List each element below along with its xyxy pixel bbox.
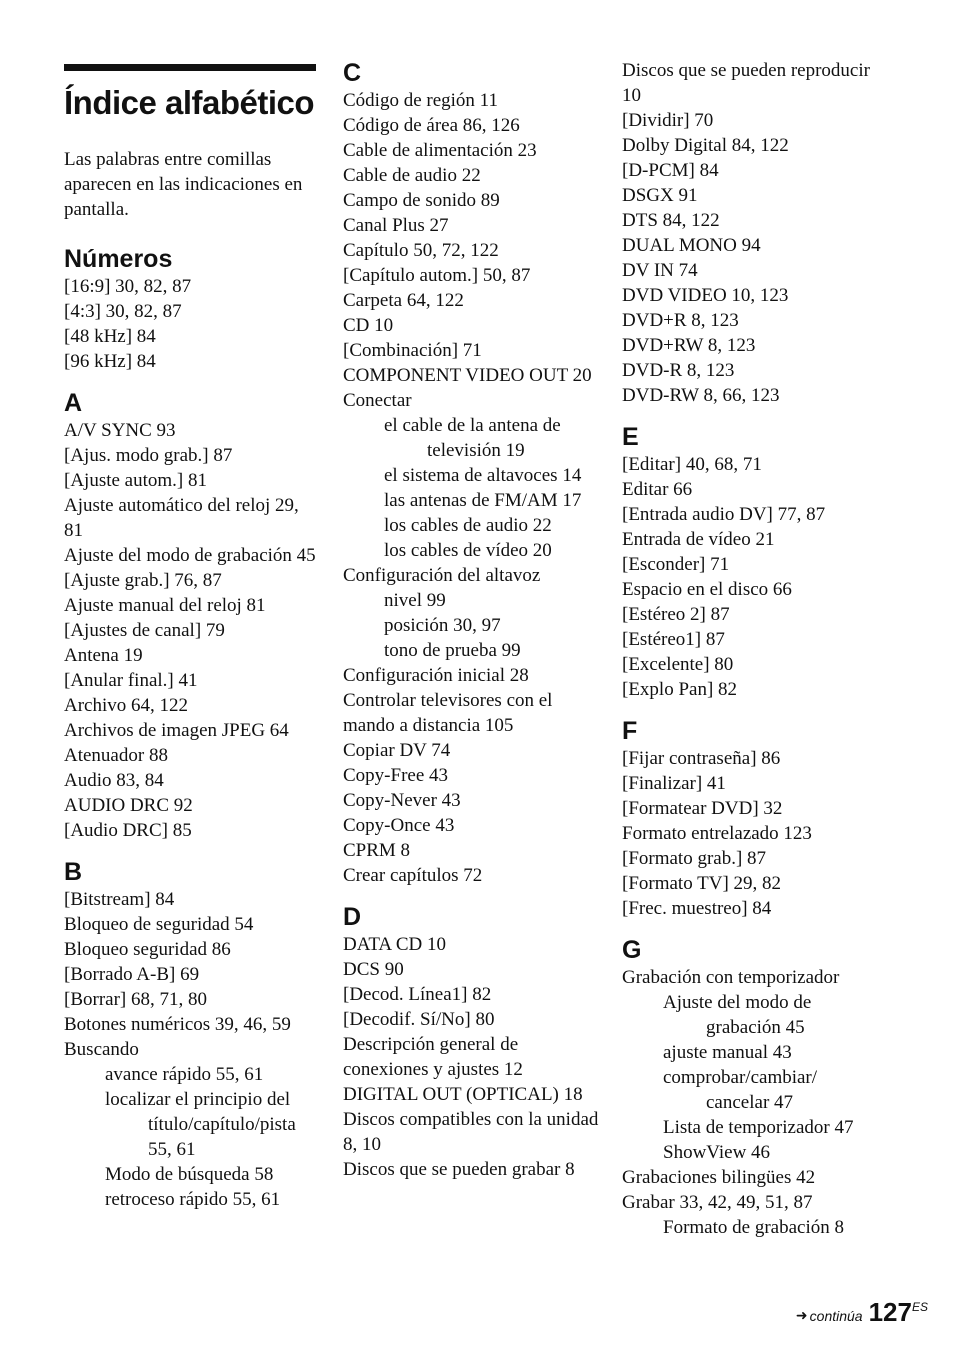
index-entry: [48 kHz] 84 — [64, 326, 156, 347]
index-entry: Configuración inicial 28 — [343, 665, 529, 686]
index-entry: localizar el principio del — [105, 1089, 291, 1110]
index-entry: los cables de vídeo 20 — [384, 540, 552, 561]
index-entry: [Frec. muestreo] 84 — [622, 898, 772, 919]
index-entry: [Excelente] 80 — [622, 654, 734, 675]
index-entry: Bloqueo seguridad 86 — [64, 939, 231, 960]
section-heading: Números — [64, 245, 173, 273]
continues-label: continúa — [809, 1308, 863, 1324]
index-entry: [Esconder] 71 — [622, 554, 730, 575]
index-entries — [64, 244, 316, 1212]
index-entry: [Dividir] 70 — [622, 110, 714, 131]
index-entry: retroceso rápido 55, 61 — [105, 1189, 281, 1210]
section-heading: E — [622, 423, 639, 451]
index-entries — [622, 58, 884, 1240]
index-entry: Modo de búsqueda 58 — [105, 1164, 274, 1185]
index-entry: Canal Plus 27 — [343, 215, 449, 236]
index-entry: DVD-RW 8, 66, 123 — [622, 385, 780, 406]
index-entry: las antenas de FM/AM 17 — [384, 490, 582, 511]
index-entry: CD 10 — [343, 315, 394, 336]
index-entry: [Explo Pan] 82 — [622, 679, 738, 700]
index-entry: [Estéreo1] 87 — [622, 629, 725, 650]
index-entry: Discos compatibles con la unidad 8, 10 — [343, 1109, 599, 1155]
index-entry: AUDIO DRC 92 — [64, 795, 193, 816]
index-entry: Carpeta 64, 122 — [343, 290, 464, 311]
index-entry: Campo de sonido 89 — [343, 190, 500, 211]
index-entry: DVD-R 8, 123 — [622, 360, 735, 381]
index-entry: Ajuste automático del reloj 29, 81 — [64, 495, 299, 541]
section-heading: G — [622, 936, 642, 964]
index-entry: [Entrada audio DV] 77, 87 — [622, 504, 826, 525]
index-entry: Crear capítulos 72 — [343, 865, 483, 886]
index-entry: Formato de grabación 8 — [663, 1217, 844, 1238]
index-entry: DVD VIDEO 10, 123 — [622, 285, 789, 306]
index-entry: [16:9] 30, 82, 87 — [64, 276, 192, 297]
index-entry: Grabar 33, 42, 49, 51, 87 — [622, 1192, 813, 1213]
index-column-1 — [64, 58, 316, 1212]
section-heading: F — [622, 717, 638, 745]
index-entry: Capítulo 50, 72, 122 — [343, 240, 499, 261]
index-entry: CPRM 8 — [343, 840, 411, 861]
index-entry: 55, 61 — [148, 1139, 196, 1160]
index-entry: el cable de la antena de televisión 19 — [384, 415, 561, 461]
section-heading: D — [343, 903, 362, 931]
index-entry: Antena 19 — [64, 645, 143, 666]
index-entry: [Formato grab.] 87 — [622, 848, 767, 869]
index-entries — [343, 58, 605, 1182]
index-entry: Audio 83, 84 — [64, 770, 164, 791]
intro-text: Las palabras entre comillas aparecen en las indicaciones en pantalla. — [64, 149, 303, 220]
index-entry: [96 kHz] 84 — [64, 351, 156, 372]
section-heading: C — [343, 59, 362, 87]
index-entry: Grabación con temporizador — [622, 967, 840, 988]
index-entry: [Borrado A-B] 69 — [64, 964, 200, 985]
index-entry: Conectar — [343, 390, 412, 411]
page-language: ES — [911, 1300, 928, 1314]
index-entry: Atenuador 88 — [64, 745, 168, 766]
index-entry: [D-PCM] 84 — [622, 160, 719, 181]
index-entry: título/capítulo/pista — [148, 1114, 296, 1135]
index-entry: [Ajuste autom.] 81 — [64, 470, 208, 491]
index-entry: DVD+RW 8, 123 — [622, 335, 756, 356]
index-entry: ShowView 46 — [663, 1142, 771, 1163]
index-column-3 — [622, 58, 884, 1240]
index-entry: Espacio en el disco 66 — [622, 579, 792, 600]
index-entry: Grabaciones bilingües 42 — [622, 1167, 816, 1188]
index-entry: [Editar] 40, 68, 71 — [622, 454, 762, 475]
index-entry: Copy-Free 43 — [343, 765, 449, 786]
index-entry: tono de prueba 99 — [384, 640, 521, 661]
index-entry: [Audio DRC] 85 — [64, 820, 192, 841]
index-entry: ajuste manual 43 — [663, 1042, 792, 1063]
index-entry: [Formato TV] 29, 82 — [622, 873, 782, 894]
index-entry: DV IN 74 — [622, 260, 698, 281]
index-entry: [Borrar] 68, 71, 80 — [64, 989, 207, 1010]
page-footer — [796, 1298, 928, 1326]
section-heading: A — [64, 389, 83, 417]
index-entry: DATA CD 10 — [343, 934, 446, 955]
index-entry: Código de área 86, 126 — [343, 115, 520, 136]
index-entry: Código de región 11 — [343, 90, 498, 111]
index-entry: [Bitstream] 84 — [64, 889, 175, 910]
page-number: 127 — [868, 1297, 912, 1327]
index-entry: [Ajuste grab.] 76, 87 — [64, 570, 222, 591]
index-entry: Lista de temporizador 47 — [663, 1117, 854, 1138]
index-entry: [Ajus. modo grab.] 87 — [64, 445, 233, 466]
index-entry: DUAL MONO 94 — [622, 235, 761, 256]
page-title: Índice alfabético — [64, 84, 315, 121]
index-entry: DSGX 91 — [622, 185, 698, 206]
index-entry: Dolby Digital 84, 122 — [622, 135, 789, 156]
index-entry: comprobar/cambiar/ cancelar 47 — [663, 1067, 818, 1113]
index-entry: [Fijar contraseña] 86 — [622, 748, 781, 769]
index-entry: Discos que se pueden grabar 8 — [343, 1159, 575, 1180]
index-entry: los cables de audio 22 — [384, 515, 552, 536]
index-entry: Editar 66 — [622, 479, 693, 500]
index-entry: Formato entrelazado 123 — [622, 823, 812, 844]
index-entry: [Decodif. Sí/No] 80 — [343, 1009, 495, 1030]
index-entry: Archivo 64, 122 — [64, 695, 189, 716]
index-entry: [Formatear DVD] 32 — [622, 798, 783, 819]
arrow-right-icon: ➜ — [795, 1308, 808, 1324]
index-entry: [Combinación] 71 — [343, 340, 482, 361]
index-entry: Cable de alimentación 23 — [343, 140, 537, 161]
section-heading: B — [64, 858, 83, 886]
index-entry: Ajuste del modo de grabación 45 — [663, 992, 812, 1038]
index-entry: [Finalizar] 41 — [622, 773, 726, 794]
index-entry: nivel 99 — [384, 590, 446, 611]
index-entry: Ajuste manual del reloj 81 — [64, 595, 266, 616]
index-entry: Ajuste del modo de grabación 45 — [64, 545, 316, 566]
index-entry: avance rápido 55, 61 — [105, 1064, 264, 1085]
index-entry: Copy-Once 43 — [343, 815, 455, 836]
index-entry: el sistema de altavoces 14 — [384, 465, 582, 486]
index-entry: [4:3] 30, 82, 87 — [64, 301, 182, 322]
index-entry: Entrada de vídeo 21 — [622, 529, 775, 550]
index-entry: [Anular final.] 41 — [64, 670, 198, 691]
index-entry: Discos que se pueden reproducir 10 — [622, 60, 870, 106]
index-entry: Bloqueo de seguridad 54 — [64, 914, 254, 935]
index-entry: [Estéreo 2] 87 — [622, 604, 730, 625]
index-entry: Buscando — [64, 1039, 139, 1060]
index-entry: DTS 84, 122 — [622, 210, 720, 231]
index-entry: Descripción general de conexiones y ajustes 12 — [343, 1034, 523, 1080]
index-entry: Botones numéricos 39, 46, 59 — [64, 1014, 291, 1035]
index-entry: Cable de audio 22 — [343, 165, 481, 186]
index-entry: COMPONENT VIDEO OUT 20 — [343, 365, 592, 386]
index-entry: Copiar DV 74 — [343, 740, 451, 761]
index-entry: Archivos de imagen JPEG 64 — [64, 720, 289, 741]
index-entry: DVD+R 8, 123 — [622, 310, 739, 331]
index-column-2 — [343, 58, 605, 1182]
index-entry: [Capítulo autom.] 50, 87 — [343, 265, 531, 286]
index-entry: A/V SYNC 93 — [64, 420, 176, 441]
index-entry: Configuración del altavoz — [343, 565, 541, 586]
index-entry: [Ajustes de canal] 79 — [64, 620, 225, 641]
index-entry: Copy-Never 43 — [343, 790, 461, 811]
index-entry: DIGITAL OUT (OPTICAL) 18 — [343, 1084, 583, 1105]
title-rule — [64, 64, 316, 71]
index-entry: posición 30, 97 — [384, 615, 501, 636]
index-entry: Controlar televisores con el mando a distancia 105 — [343, 690, 553, 736]
index-entry: [Decod. Línea1] 82 — [343, 984, 492, 1005]
index-entry: DCS 90 — [343, 959, 404, 980]
